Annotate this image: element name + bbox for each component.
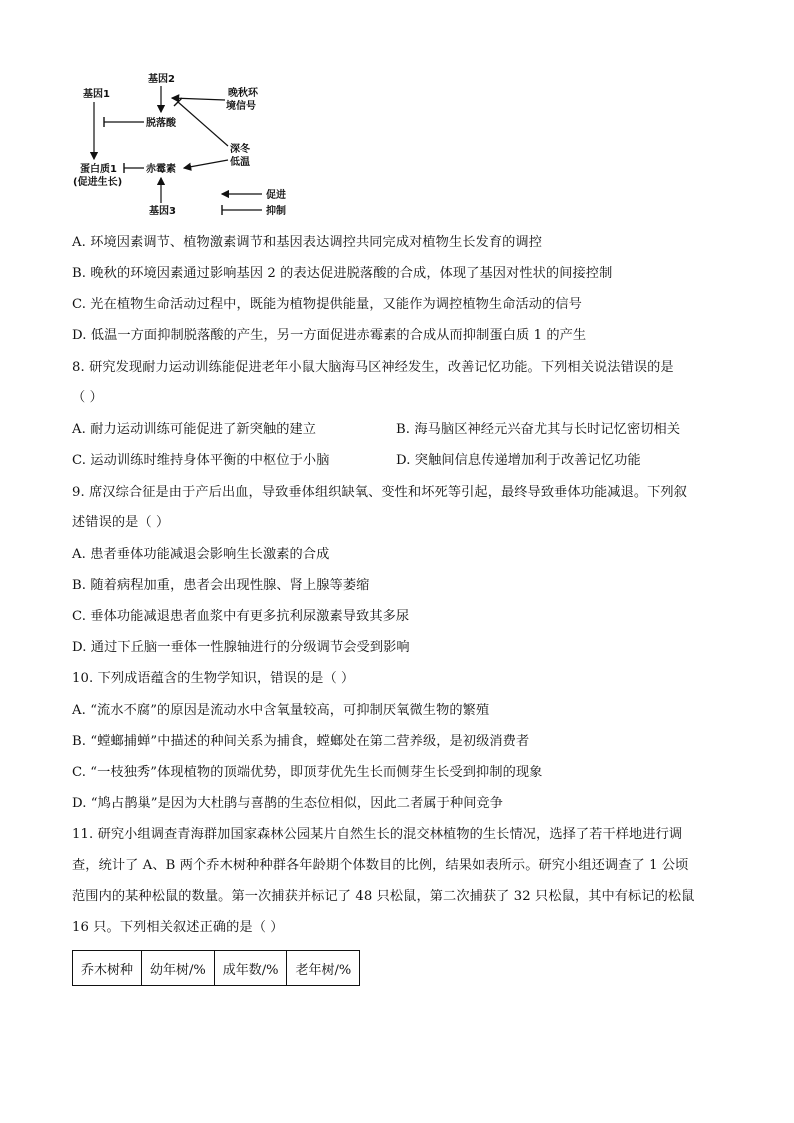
q10-option-d: D. “鸠占鹊巢”是因为大杜鹃与喜鹊的生态位相似，因此二者属于种间竞争: [72, 796, 504, 811]
inhibit-cold-to-aba: [178, 102, 228, 146]
table-header-cell: 幼年树/%: [142, 951, 215, 986]
arrow-cold-to-gibberellin: [184, 160, 228, 168]
gene-hormone-regulation-diagram: [60, 62, 320, 224]
q9-option-c: C. 垂体功能减退患者血浆中有更多抗利尿激素导致其多尿: [72, 609, 410, 624]
node-autumn-signal-1: 晚秋环: [228, 88, 258, 99]
q9-stem: 9. 席汉综合征是由于产后出血，导致垂体组织缺氧、变性和坏死等引起，最终导致垂体功能减退。下列叙: [72, 485, 688, 500]
legend-inhibit-label: 抑制: [266, 206, 286, 217]
q7-option-a: A. 环境因素调节、植物激素调节和基因表达调控共同完成对植物生长发育的调控: [72, 235, 542, 250]
q7-option-c: C. 光在植物生命活动过程中，既能为植物提供能量，又能作为调控植物生命活动的信号: [72, 297, 582, 312]
node-autumn-signal-2: 境信号: [226, 101, 256, 112]
node-gene1: 基因1: [83, 89, 110, 100]
q11-age-structure-table: [72, 950, 360, 986]
node-gene2: 基因2: [148, 74, 175, 85]
q9-option-b: B. 随着病程加重，患者会出现性腺、肾上腺等萎缩: [72, 578, 370, 593]
q10-option-a: A. “流水不腐”的原因是流动水中含氧量较高，可抑制厌氧微生物的繁殖: [72, 703, 490, 718]
q7-option-d: D. 低温一方面抑制脱落酸的产生，另一方面促进赤霉素的合成从而抑制蛋白质 1 的产生: [72, 328, 587, 343]
q11-stem-line-4: 16 只。下列相关叙述正确的是（ ）: [72, 920, 284, 935]
node-winter-cold-1: 深冬: [230, 144, 250, 155]
node-winter-cold-2: 低温: [230, 157, 250, 168]
node-gene3: 基因3: [149, 206, 176, 217]
q10-option-c: C. “一枝独秀”体现植物的顶端优势，即顶芽优先生长而侧芽生长受到抑制的现象: [72, 765, 543, 780]
node-protein1: 蛋白质1: [80, 164, 117, 175]
node-protein1-note: (促进生长): [73, 177, 123, 188]
table-header-cell: 成年数/%: [214, 951, 287, 986]
q11-stem-line-3: 范围内的某种松鼠的数量。第一次捕获并标记了 48 只松鼠，第二次捕获了 32 只松鼠，其中有标记的松鼠: [72, 889, 695, 904]
node-abscisic-acid: 脱落酸: [146, 118, 176, 129]
table-header-row: [73, 951, 360, 986]
q10-option-b: B. “螳螂捕蝉”中描述的种间关系为捕食，螳螂处在第二营养级，是初级消费者: [72, 734, 530, 749]
q8-stem: 8. 研究发现耐力运动训练能促进老年小鼠大脑海马区神经发生，改善记忆功能。下列相关说法错误的是: [72, 360, 674, 375]
q8-option-c: C. 运动训练时维持身体平衡的中枢位于小脑: [72, 453, 330, 468]
q8-option-b: B. 海马脑区神经元兴奋尤其与长时记忆密切相关: [396, 422, 681, 437]
q9-option-a: A. 患者垂体功能减退会影响生长激素的合成: [72, 547, 330, 562]
table-header-cell: 乔木树种: [73, 951, 142, 986]
table-header-cell: 老年树/%: [287, 951, 360, 986]
q8-option-a: A. 耐力运动训练可能促进了新突触的建立: [72, 422, 317, 437]
q9-stem-cont: 述错误的是（ ）: [72, 515, 170, 530]
q11-stem-line-1: 11. 研究小组调查青海群加国家森林公园某片自然生长的混交林植物的生长情况，选择了若干样地进行调: [72, 827, 683, 842]
q11-stem-line-2: 查，统计了 A、B 两个乔木树种种群各年龄期个体数目的比例，结果如表所示。研究小组还调查了 1 公顷: [72, 858, 689, 873]
q9-option-d: D. 通过下丘脑一垂体一性腺轴进行的分级调节会受到影响: [72, 640, 410, 655]
legend-promote-label: 促进: [266, 190, 286, 201]
q8-option-d: D. 突触间信息传递增加利于改善记忆功能: [396, 453, 641, 468]
node-gibberellin: 赤霉素: [146, 164, 176, 175]
q10-stem: 10. 下列成语蕴含的生物学知识，错误的是（ ）: [72, 671, 355, 686]
q7-option-b: B. 晚秋的环境因素通过影响基因 2 的表达促进脱落酸的合成，体现了基因对性状的间接控制: [72, 266, 613, 281]
q8-stem-bracket: （ ）: [72, 390, 103, 405]
